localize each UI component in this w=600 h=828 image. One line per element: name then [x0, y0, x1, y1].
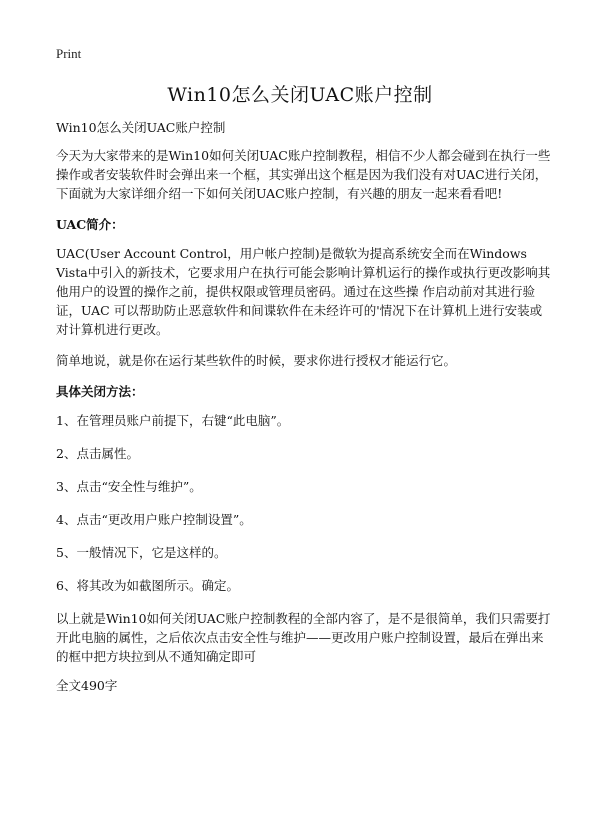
intro-paragraph: 今天为大家带来的是Win10如何关闭UAC账户控制教程，相信不少人都会碰到在执行一些操作或者安装软件时会弹出来一个框，其实弹出这个框是因为我们没有对UAC进行关闭，下面就为大家详细介绍一下如何关闭UAC账户控制，有兴趣的朋友一起来看看吧!	[56, 148, 551, 201]
method-heading: 具体关闭方法：	[56, 384, 144, 399]
simple-description: 简单地说，就是你在运行某些软件的时候，要求你进行授权才能运行它。	[56, 353, 457, 368]
document-subtitle: Win10怎么关闭UAC账户控制	[56, 120, 226, 135]
summary-paragraph: 以上就是Win10如何关闭UAC账户控制教程的全部内容了，是不是很简单，我们只需要打开此电脑的属性，之后依次点击安全性与维护——更改用户账户控制设置，最后在弹出来的框中把方块拉到从不通知确定即可	[56, 611, 551, 664]
step-item: 3、点击“安全性与维护”。	[56, 479, 202, 494]
print-label: Print	[56, 46, 82, 61]
word-count: 全文490字	[56, 678, 118, 693]
step-item: 1、在管理员账户前提下，右键“此电脑”。	[56, 413, 290, 428]
step-item: 6、将其改为如截图所示。确定。	[56, 578, 239, 593]
uac-description: UAC(User Account Control，用户帐户控制)是微软为提高系统安全而在Windows Vista中引入的新技术，它要求用户在执行可能会影响计算机运行的操作或执行更改影响其他用户的设置的操作之前，提供权限或管理员密码。通过在这些操 作启动前对其进行验证，UAC 可以帮助防止恶意软件和间谍软件在未经许可的'情况下在计算机上进行安装或对计算机进行更改。	[56, 246, 551, 337]
step-item: 5、一般情况下，它是这样的。	[56, 545, 227, 560]
step-item: 2、点击属性。	[56, 446, 139, 461]
step-item: 4、点击“更改用户账户控制设置”。	[56, 512, 252, 527]
document-title: Win10怎么关闭UAC账户控制	[167, 84, 433, 106]
uac-heading: UAC简介：	[56, 217, 124, 232]
document-body	[56, 118, 552, 695]
